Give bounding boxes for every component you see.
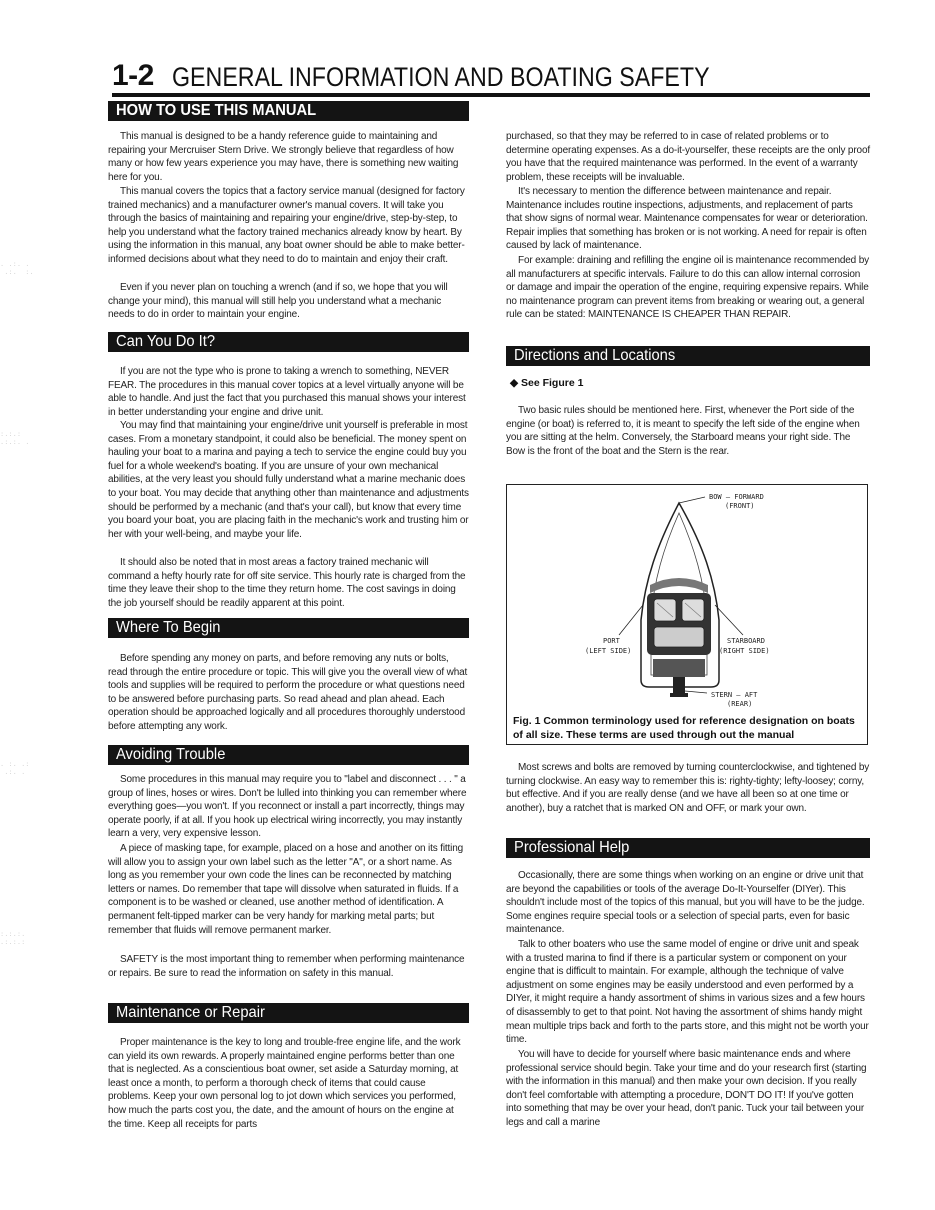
how-to-paragraph-1: This manual is designed to be a handy reference guide to maintaining and repairing your Mercruiser Stern Drive. We strongly believe that regardless of how many or how few years experience you may have, there is something new waiting here for you. xyxy=(108,131,459,183)
professional-paragraph-2: Talk to other boaters who use the same model of engine or drive unit and speak with a trusted marina to find if there is a particular system or component on your engine that is difficult to maintain. For example, although the technique of valve adjustment on some engines may be easily understood and even performed by a DIYer, it might require a handy assortment of shims in various sizes and a few hours of disassembly to get to that point. Not having the assortment of shims handy might mean multiple trips back and forth to the parts store, and this might not be worth your time. xyxy=(506,939,869,1046)
page-number: 1-2 xyxy=(112,59,154,92)
stern-sub-label: (REAR) xyxy=(727,700,753,708)
engine-hatch xyxy=(653,659,705,677)
rear-bench-seat xyxy=(654,627,704,647)
see-figure-text: See Figure 1 xyxy=(521,377,584,389)
continued-paragraph-3: For example: draining and refilling the engine oil is maintenance recommended by all manufacturers at specific intervals. Failure to do this can allow internal corrosion or damage and impair the operation of the engine, requiring expensive repairs. While no maintenance program can prevent items from breaking or wearing out, a general rule can be stated: MAINTENANCE IS CHEAPER THAN REPAIR. xyxy=(506,255,869,321)
directions-paragraph-1: Two basic rules should be mentioned here. First, whenever the Port side of the engine (or boat) is referred to, it is meant to specify the left side of the engine when you are sitting at the helm. Conversely, the Starboard means your right side. The Bow is the front of the boat and the Stern is the rear. xyxy=(506,405,860,457)
section-heading-text: HOW TO USE THIS MANUAL xyxy=(116,102,317,119)
section-heading-maintenance-or-repair xyxy=(108,1003,469,1023)
section-heading-directions-and-locations xyxy=(506,346,870,366)
section-heading-how-to-use xyxy=(108,101,469,121)
continued-paragraph-2: It's necessary to mention the difference between maintenance and repair. Maintenance includes routine inspections, adjustments, and replacement of parts that show signs of normal wear. Maintenance compensates for wear or deterioration. Repair implies that something has broken or is not working. A need for repair is often caused by lack of maintenance. xyxy=(506,186,868,252)
header-rule xyxy=(112,93,870,97)
stern-drive xyxy=(673,677,685,695)
port-sub-label: (LEFT SIDE) xyxy=(585,647,632,655)
avoiding-paragraph-1: Some procedures in this manual may require you to "label and disconnect . . . " a group of lines, hoses or wires. Don't be lulled into thinking you can remember where everything goes—you won't. If you reconnect or install a part incorrectly, things may operate poorly, if at all. If you hook up electrical wiring incorrectly, you may instantly learn a very, very expensive lesson. xyxy=(108,774,467,840)
section-heading-text: Where To Begin xyxy=(116,619,221,636)
section-heading-text: Avoiding Trouble xyxy=(116,746,226,763)
port-label: PORT xyxy=(603,637,620,645)
avoiding-paragraph-3: SAFETY is the most important thing to remember when performing maintenance or repairs. Be sure to read the information on safety in this manual. xyxy=(108,954,465,979)
section-heading-can-you-do-it xyxy=(108,332,469,352)
section-heading-text: Can You Do It? xyxy=(116,333,216,350)
can-you-paragraph-1: If you are not the type who is prone to taking a wrench to something, NEVER FEAR. The procedures in this manual cover topics at a level virtually anyone will be able to handle. And just the fact that you purchased this manual shows your interest in better understanding your engine and drive unit. xyxy=(108,366,466,418)
maintenance-paragraph-1: Proper maintenance is the key to long and trouble-free engine life, and the work can yield its own rewards. A properly maintained engine performs better than one that is neglected. As a conscientious boat owner, set aside a Saturday morning, at least once a month, to perform a thorough check of items that could cause problems. Keep your own personal log to jot down which services you performed, how much the parts cost you, the date, and the amount of hours on the engine at the time. Keep all receipts for parts xyxy=(108,1037,461,1130)
scan-noise: . :. .: .:. . xyxy=(0,760,30,776)
how-to-paragraph-3: Even if you never plan on touching a wrench (and if so, we hope that you will change your mind), this manual will still help you understand what a mechanic needs to do in order to maintain your engine. xyxy=(108,282,448,321)
can-you-paragraph-3: It should also be noted that in most areas a factory trained mechanic will command a hefty hourly rate for off site service. This hourly rate is charged from the time they leave their shop to the time they return home. The cost savings in doing the job yourself should be readily apparent at this point. xyxy=(108,557,466,609)
windshield xyxy=(650,578,708,593)
figure-1 xyxy=(506,484,868,745)
section-heading-text: Maintenance or Repair xyxy=(116,1004,265,1021)
where-paragraph-1: Before spending any money on parts, and before removing any nuts or bolts, read through the entire procedure or topic. This will give you the overall view of what tools and supplies will be required to perform the procedure or what questions need to be answered before purchasing parts. So read ahead and plan ahead. Each operation should be approached logically and all procedures thoroughly understood before attempting any work. xyxy=(108,653,468,732)
figure-caption: Fig. 1 Common terminology used for reference designation on boats of all size. These terms are used through out the manual xyxy=(513,715,855,741)
starboard-label: STARBOARD xyxy=(727,637,765,645)
section-heading-avoiding-trouble xyxy=(108,745,469,765)
section-heading-text: Directions and Locations xyxy=(514,347,676,364)
section-heading-where-to-begin xyxy=(108,618,469,638)
page-title: GENERAL INFORMATION AND BOATING SAFETY xyxy=(171,62,710,92)
section-heading-professional-help xyxy=(506,838,870,858)
starboard-sub-label: (RIGHT SIDE) xyxy=(719,647,770,655)
can-you-paragraph-2: You may find that maintaining your engine/drive unit yourself is preferable in most cases. From a monetary standpoint, it could also be beneficial. The money spent on hauling your boat to a marina and paying a tech to service the engine could buy you fuel for a whole weekend's boating. If you are unsure of your own mechanical abilities, at the very least you should fully understand what a marine mechanic does to your boat. You may decide that anything other than maintenance and adjustments should be performed by a mechanic (and that's your call), but know that every time you board your boat, you are placing faith in the mechanic's work and trusting him or her with your well-being, and maybe your life. xyxy=(108,420,469,540)
bow-sub-label: (FRONT) xyxy=(725,502,755,510)
professional-paragraph-1: Occasionally, there are some things when working on an engine or drive unit that are beyond the capabilities or tools of the average Do-It-Yourselfer (DIYer). This shouldn't include most of the topics of this manual, but you will have to be the judge. Some engines require special tools or a selection of special parts, even for basic maintenance. xyxy=(506,870,865,936)
scan-noise: :.:.:. .:.:.: xyxy=(0,930,26,946)
continued-paragraph-1: purchased, so that they may be referred to in case of related problems or to determine operating expenses. As a do-it-yourselfer, these receipts are the only proof you have that the required maintenance was performed. In the event of a warranty problem, these receipts will be invaluable. xyxy=(506,131,870,183)
see-figure-reference xyxy=(510,377,583,389)
section-heading-text: Professional Help xyxy=(514,839,630,856)
boat-top-view-illustration xyxy=(507,485,867,715)
how-to-paragraph-2: This manual covers the topics that a factory service manual (designed for factory trained mechanics) and a manufacturer owner's manual covers. It will take you through the basics of maintaining and repairing your engine/drive, step-by-step, to help you understand what the factory trained mechanics already know by heart. By using the information in this manual, any boat owner should be able to make better-informed decisions about what they need to do to maintain and enjoy their craft. xyxy=(108,186,465,265)
avoiding-paragraph-2: A piece of masking tape, for example, placed on a hose and another on its fitting will allow you to assign your own label such as the letter "A", or a short name. As long as you remember your own code the lines can be reconnected by matching letters or names. Do remember that tape will dissolve when saturated in fluids. If a component is to be washed or cleaned, use another method of identification. A permanent felt-tipped marker can be very handy for marking metal parts; but remember that fluids will remove permanent marker. xyxy=(108,843,464,936)
stern-label: STERN — AFT xyxy=(711,691,758,699)
scan-noise: :.:.: .:.:. . xyxy=(0,430,30,446)
screws-paragraph-1: Most screws and bolts are removed by turning counterclockwise, and tightened by turning clockwise. An easy way to remember this is: righty-tighty; lefty-loosey; corny, but effective. And if you are really dense (and we have all been so at one time or another), buy a ratchet that is marked ON and OFF, or mark your own. xyxy=(506,762,870,814)
scan-noise: . .:. . .:. :. xyxy=(0,260,34,276)
page-header xyxy=(112,52,870,92)
diamond-bullet-icon: ◆ xyxy=(510,377,519,389)
bow-label: BOW — FORWARD xyxy=(709,493,764,501)
professional-paragraph-3: You will have to decide for yourself where basic maintenance ends and where professional service should begin. Take your time and do your research first (starting with the information in this manual) and then make your own decision. If you really don't feel comfortable with attempting a procedure, DON'T DO IT! If you've gotten into something that may be over your head, don't panic. Tuck your tail between your legs and call a marine xyxy=(506,1049,867,1128)
